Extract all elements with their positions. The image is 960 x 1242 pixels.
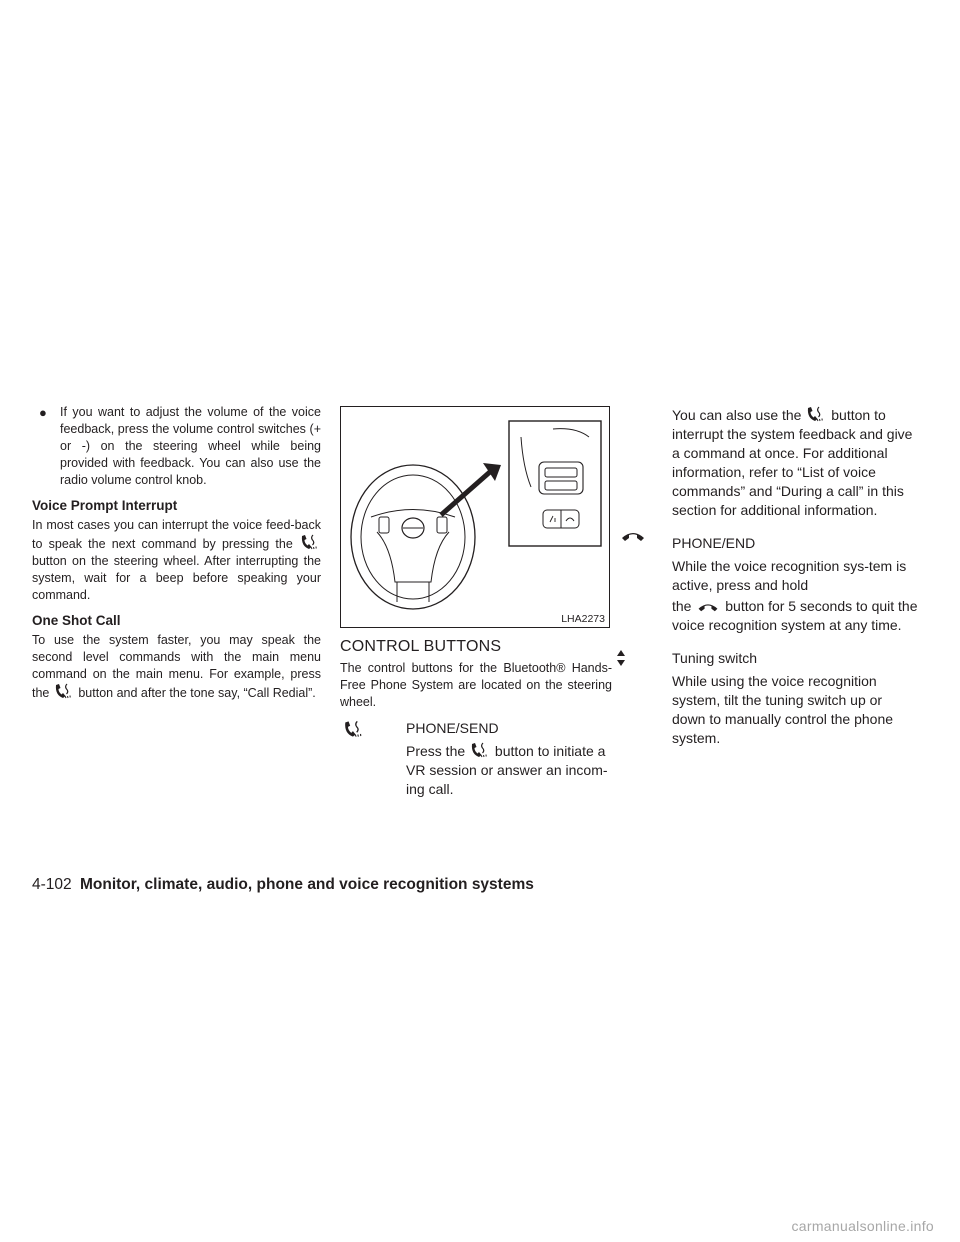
phone-send-item	[340, 719, 612, 799]
control-buttons-intro: The control buttons for the Bluetooth® Hands-Free Phone System are located on the steering wheel.	[340, 661, 612, 709]
figure-label: LHA2273	[561, 613, 605, 625]
steering-wheel-illustration	[341, 407, 609, 627]
volume-bullet	[32, 404, 321, 489]
bullet-text: If you want to adjust the volume of the voice feedback, press the volume control switches (+ or -) on the steering wheel while being provided with feedback. You can also use the radio volume control knob.	[60, 405, 321, 487]
phone-send-title: PHONE/SEND	[406, 720, 499, 736]
steering-wheel-figure	[340, 406, 610, 628]
phone-end-icon	[695, 601, 721, 613]
control-buttons-heading: CONTROL BUTTONS	[340, 638, 502, 655]
phone-end-title: PHONE/END	[672, 535, 756, 551]
page-number: 4-102	[32, 876, 72, 893]
phone-end-text1: While the voice recognition sys-tem is active, press and hold	[672, 558, 907, 593]
phone-end-text2: the button for 5 seconds to quit the voice recognition system at any time.	[672, 598, 918, 633]
one-shot-call-text: To use the system faster, you may speak the second level commands with the main menu command on the main menu. For example, press the button and after the tone say, “Call Redial”.	[32, 633, 321, 700]
page-footer	[32, 876, 534, 894]
phone-send-icon	[53, 683, 75, 699]
tuning-switch-text: While using the voice recognition system, tilt the tuning switch up or down to manually control the phone system.	[672, 673, 894, 746]
middle-column	[340, 406, 612, 799]
watermark: carmanualsonline.info	[791, 1218, 934, 1234]
phone-send-icon	[805, 406, 827, 422]
voice-prompt-interrupt-heading: Voice Prompt Interrupt	[32, 498, 178, 513]
phone-end-item	[626, 534, 918, 635]
tuning-switch-icon	[615, 649, 627, 667]
phone-send-icon	[342, 720, 366, 738]
left-column	[32, 404, 321, 702]
phone-end-icon	[620, 529, 646, 543]
tuning-switch-title: Tuning switch	[672, 650, 758, 666]
bullet-dot-icon: ●	[39, 405, 47, 420]
section-title: Monitor, climate, audio, phone and voice recognition systems	[79, 876, 534, 893]
phone-send-icon	[469, 742, 491, 758]
one-shot-call-heading: One Shot Call	[32, 613, 121, 628]
interrupt-continued-text: You can also use the button to interrupt the system feedback and give a command at once. For additional information, refer to “List of voice commands” and “During a call” in this section for additional information.	[672, 407, 913, 518]
voice-prompt-interrupt-text: In most cases you can interrupt the voice feed-back to speak the next command by pressing the button on the steering wheel. After interrupting the system, wait for a beep before speaking your command.	[32, 518, 321, 602]
phone-send-icon	[299, 534, 321, 550]
phone-send-text: Press the button to initiate a VR session or answer an incom-ing call.	[406, 743, 608, 797]
right-column	[626, 406, 918, 748]
tuning-switch-item	[626, 649, 918, 748]
